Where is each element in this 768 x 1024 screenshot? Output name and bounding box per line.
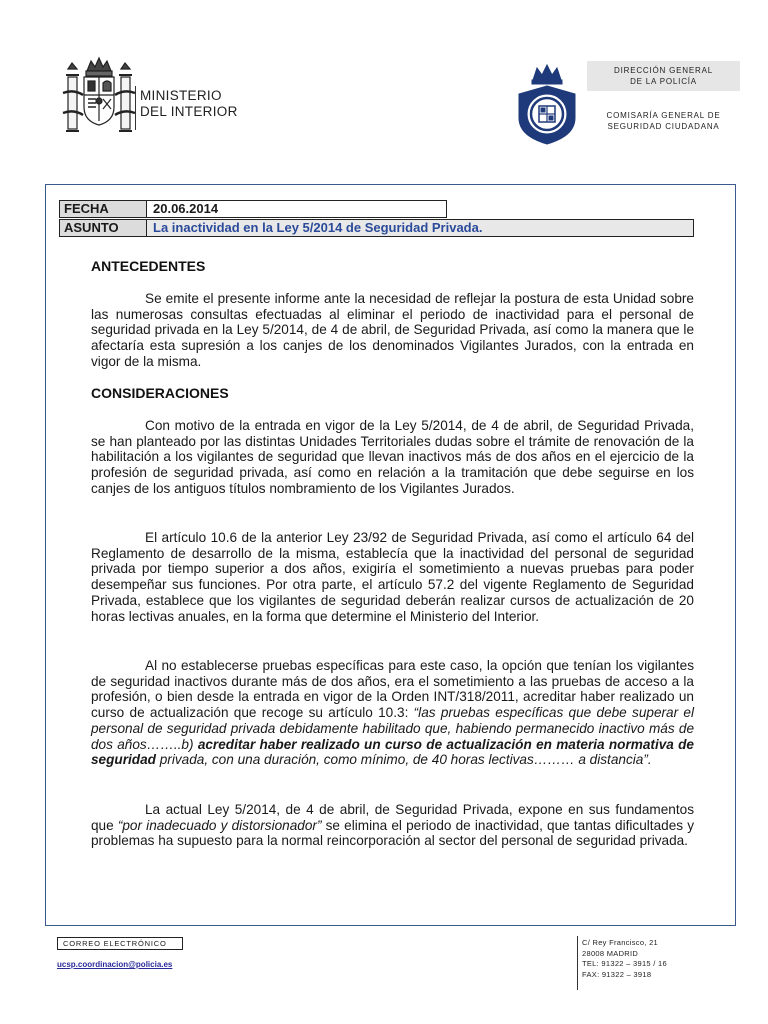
consideraciones-paragraph-3: [91, 658, 694, 768]
address-line-2: 28008 MADRID: [582, 948, 639, 958]
dg-line-2: DE LA POLICÍA: [630, 77, 697, 86]
ministry-divider: [135, 86, 136, 130]
asunto-label: ASUNTO: [59, 219, 147, 237]
cg-line-1: COMISARÍA GENERAL DE: [606, 111, 721, 120]
consideraciones-paragraph-1: [91, 418, 694, 497]
cons-p3-text: Al no establecerse pruebas específicas para este caso, la opción que tenían los vigilantes de seguridad inactivos durante más de dos años, era el sometimiento a las pruebas de acceso a la profesión, o bien desde la entrada en vigor de la Orden INT/318/2011, acreditar haber realizado un curso de actualización que recoge su artículo 10.3:: [91, 658, 694, 721]
cons-p4-text-end: se elimina el periodo de inactividad, que tantas dificultades y problemas ha supuesto para la normal reincorporación al sector del personal de seguridad privada.: [91, 817, 694, 849]
consideraciones-paragraph-4: [91, 802, 694, 849]
fecha-value: 20.06.2014: [146, 200, 447, 218]
email-link[interactable]: ucsp.coordinacion@policia.es: [57, 960, 173, 969]
email-label-box: CORREO ELECTRÓNICO: [57, 937, 183, 950]
fecha-label: FECHA: [59, 200, 147, 218]
antecedentes-paragraph: [91, 291, 694, 370]
cons-p4-text: La actual Ley 5/2014, de 4 de abril, de Seguridad Privada, expone en sus fundamentos que: [91, 802, 694, 833]
address-line-3: TEL: 91322 – 3915 / 16: [582, 959, 667, 968]
cons-p3-quote-bold: acreditar haber realizado un curso de actualización en materia normativa de seguridad: [91, 736, 694, 768]
coat-of-arms-icon: [60, 55, 138, 143]
direccion-general-box: [587, 61, 740, 91]
ministry-line-1: MINISTERIO: [140, 88, 222, 103]
cons-p3-quote: “las pruebas específicas que debe superar el personal de seguridad privada debidamente habilitado que, habiendo permanecido inactivo más de dos años……..b): [91, 705, 694, 752]
cons-p1-text: Con motivo de la entrada en vigor de la Ley 5/2014, de 4 de abril, de Seguridad Privada, se han planteado por las distintas Unidades Territoriales dudas sobre el trámite de renovación de la habilitación a los vigilantes de seguridad que llevan inactivos más de dos años en el ejercicio de la profesión de seguridad privada, así como en relación a la tramitación que debe seguirse en los canjes de los antiguos títulos nombramiento de los Vigilantes Jurados.: [91, 418, 694, 496]
comisaria-general-box: [587, 110, 740, 132]
address-line-4: FAX: 91322 – 3918: [582, 969, 652, 979]
asunto-value: La inactividad en la Ley 5/2014 de Seguridad Privada.: [146, 219, 694, 237]
cg-line-2: SEGURIDAD CIUDADANA: [607, 122, 720, 131]
cons-p4-quote: “por inadecuado y distorsionador”: [117, 817, 322, 833]
cons-p2-text: El artículo 10.6 de la anterior Ley 23/92 de Seguridad Privada, así como el artículo 64 del Reglamento de desarrollo de la misma, establecía que la inactividad del personal de seguridad privada por tiempo superior a dos años, exigiría el sometimiento a nuevas pruebas para poder desempeñar sus funciones. Por otra parte, el artículo 57.2 del vigente Reglamento de Seguridad Privada, establece que los vigilantes de seguridad deberán realizar cursos de actualización de 20 horas lectivas anuales, en la forma que determine el Ministerio del Interior.: [91, 530, 694, 624]
dg-line-1: DIRECCIÓN GENERAL: [614, 66, 713, 75]
address-block: [582, 938, 667, 980]
consideraciones-paragraph-2: [91, 530, 694, 624]
antecedentes-heading: ANTECEDENTES: [91, 258, 206, 274]
cons-p3-quote-end: privada, con una duración, como mínimo, de 40 horas lectivas……… a distancia”.: [159, 752, 652, 768]
ministry-line-2: DEL INTERIOR: [140, 104, 238, 119]
footer-divider: [577, 936, 578, 990]
police-seal-icon: [513, 62, 581, 146]
antecedentes-text: Se emite el presente informe ante la necesidad de reflejar la postura de esta Unidad sobre las numerosas consultas efectuadas al eliminar el periodo de inactividad para el personal de seguridad privada en la Ley 5/2014, de 4 de abril, de Seguridad Privada, así como la manera que le afectaría esta supresión a los canjes de los denominados Vigilantes Jurados, con la entrada en vigor de la misma.: [91, 291, 694, 369]
address-line-1: C/ Rey Francisco, 21: [582, 938, 659, 947]
consideraciones-heading: CONSIDERACIONES: [91, 385, 229, 401]
ministry-name: [140, 88, 238, 120]
